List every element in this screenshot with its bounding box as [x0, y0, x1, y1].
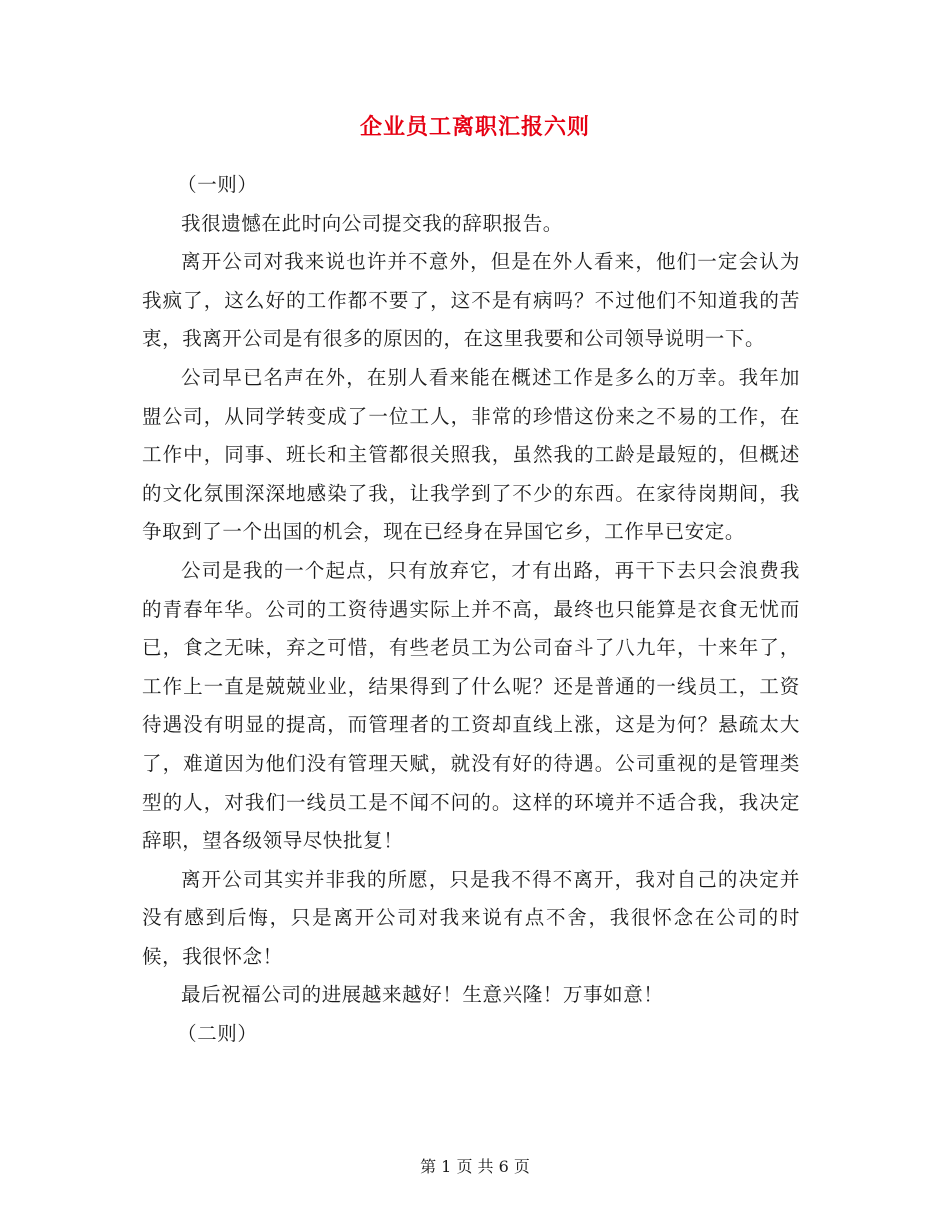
paragraph: 离开公司其实并非我的所愿，只是我不得不离开，我对自己的决定并没有感到后悔，只是离开公司对我来说有点不舍，我很怀念在公司的时候，我很怀念！ — [142, 867, 800, 968]
section-heading-1: （一则） — [177, 173, 258, 196]
document-body — [142, 166, 800, 1054]
paragraph: 离开公司对我来说也许并不意外，但是在外人看来，他们一定会认为我疯了，这么好的工作都不要了，这不是有病吗？不过他们不知道我的苦衷，我离开公司是有很多的原因的，在这里我要和公司领导说明一下。 — [142, 250, 800, 351]
document-title: 企业员工离职汇报六则 — [359, 114, 590, 140]
paragraph: 最后祝福公司的进展越来越好！生意兴隆！万事如意！ — [181, 983, 664, 1007]
page-number-label: 第 1 页 共 6 页 — [420, 1157, 530, 1176]
page-number-footer — [0, 1156, 950, 1178]
paragraph: 公司早已名声在外，在别人看来能在概述工作是多么的万幸。我年加盟公司，从同学转变成了一位工人，非常的珍惜这份来之不易的工作，在工作中，同事、班长和主管都很关照我，虽然我的工龄是最短的，但概述的文化氛围深深地感染了我，让我学到了不少的东西。在家待岗期间，我争取到了一个出国的机会，现在已经身在异国它乡，工作早已安定。 — [142, 365, 800, 544]
section-heading-2: （二则） — [177, 1022, 258, 1046]
paragraph: 公司是我的一个起点，只有放弃它，才有出路，再干下去只会浪费我的青春年华。公司的工资待遇实际上并不高，最终也只能算是衣食无忧而已，食之无味，弃之可惜，有些老员工为公司奋斗了八九年，十来年了，工作上一直是兢兢业业，结果得到了什么呢？还是普通的一线员工，工资待遇没有明显的提高，而管理者的工资却直线上涨，这是为何？悬疏太大了，难道因为他们没有管理天赋，就没有好的待遇。公司重视的是管理类型的人，对我们一线员工是不闻不问的。这样的环境并不适合我，我决定辞职，望各级领导尽快批复！ — [142, 558, 800, 853]
paragraph: 我很遗憾在此时向公司提交我的辞职报告。 — [181, 211, 563, 235]
